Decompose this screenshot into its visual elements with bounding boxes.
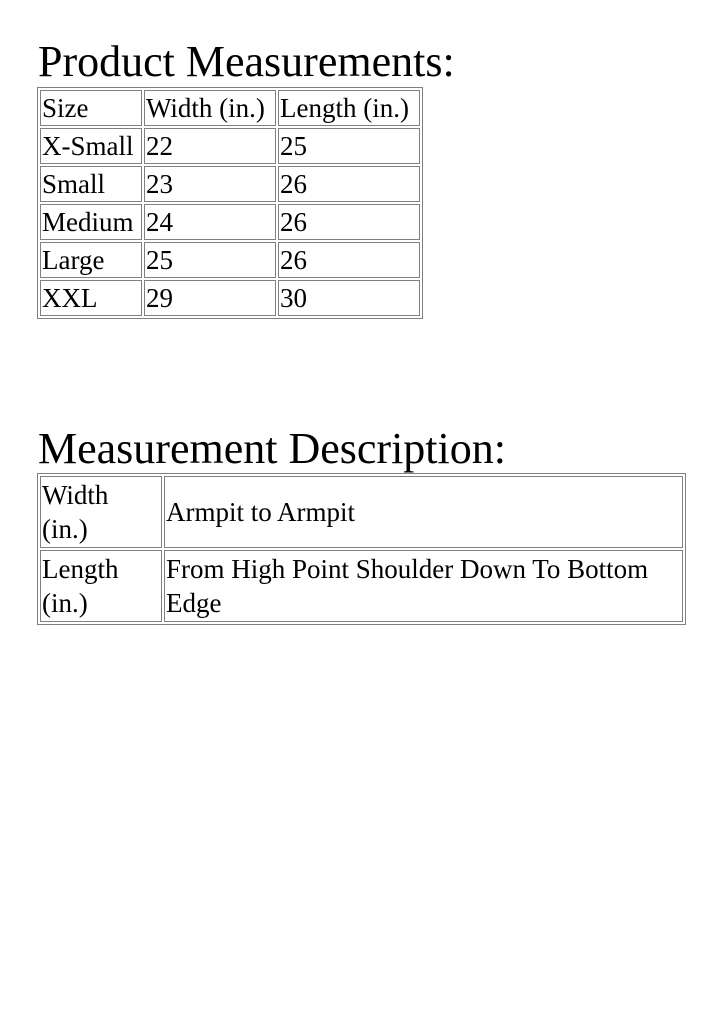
size-cell: X-Small (40, 128, 142, 164)
width-cell: 29 (144, 280, 276, 316)
measurements-table (37, 87, 423, 319)
width-cell: 23 (144, 166, 276, 202)
length-cell: 26 (278, 166, 420, 202)
width-cell: 22 (144, 128, 276, 164)
header-cell-size: Size (40, 90, 142, 126)
measurement-description-cell: From High Point Shoulder Down To Bottom Edge (164, 550, 683, 622)
width-cell: 25 (144, 242, 276, 278)
size-cell: Small (40, 166, 142, 202)
length-cell: 26 (278, 204, 420, 240)
table-row (40, 166, 420, 202)
table-header-row (40, 90, 420, 126)
header-cell-width: Width (in.) (144, 90, 276, 126)
measurement-description-cell: Armpit to Armpit (164, 476, 683, 548)
description-table (37, 473, 686, 625)
length-cell: 25 (278, 128, 420, 164)
length-cell: 26 (278, 242, 420, 278)
table-row (40, 550, 683, 622)
width-cell: 24 (144, 204, 276, 240)
table-row (40, 204, 420, 240)
table-row (40, 128, 420, 164)
size-cell: Medium (40, 204, 142, 240)
measurement-description-heading: Measurement Description: (38, 424, 506, 473)
size-cell: Large (40, 242, 142, 278)
length-cell: 30 (278, 280, 420, 316)
measurement-name-cell: Width (in.) (40, 476, 162, 548)
table-row (40, 476, 683, 548)
product-measurements-heading: Product Measurements: (38, 37, 455, 86)
size-cell: XXL (40, 280, 142, 316)
measurement-name-cell: Length (in.) (40, 550, 162, 622)
table-row (40, 280, 420, 316)
header-cell-length: Length (in.) (278, 90, 420, 126)
table-row (40, 242, 420, 278)
